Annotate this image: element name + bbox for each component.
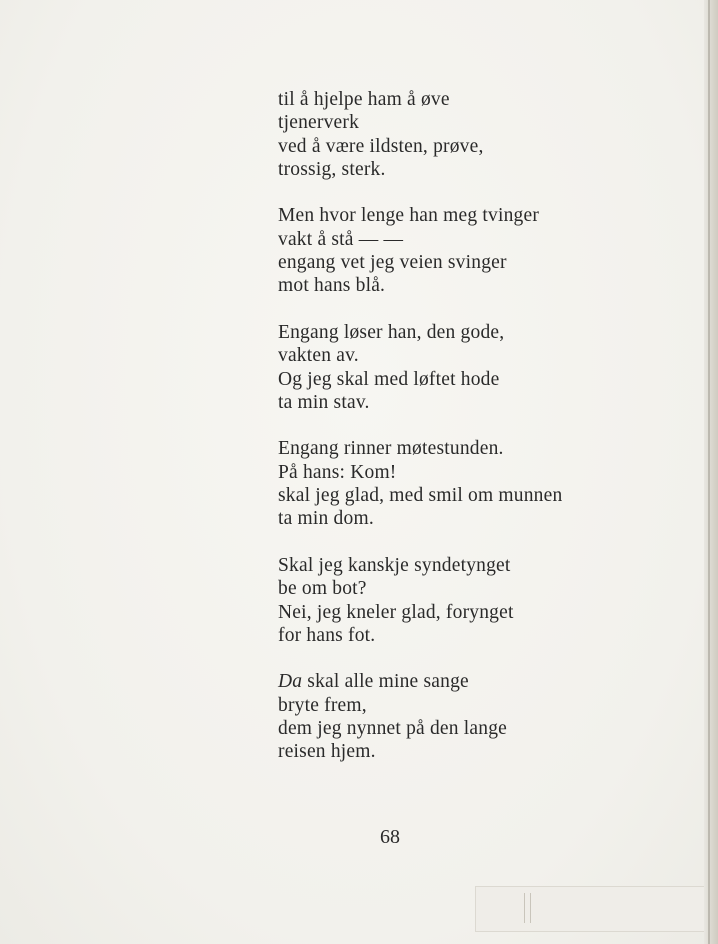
italic-word: Da bbox=[278, 671, 303, 693]
page-number: 68 bbox=[380, 826, 400, 848]
poem-line: Men hvor lenge han meg tvinger bbox=[278, 205, 540, 227]
poem-line: skal jeg glad, med smil om munnen bbox=[278, 485, 563, 507]
poem-line: Engang løser han, den gode, bbox=[278, 321, 505, 343]
page-edge bbox=[704, 0, 718, 944]
poem-line: Skal jeg kanskje syndetynget bbox=[278, 554, 511, 576]
stanza-3 bbox=[278, 321, 678, 414]
poem-line: ta min stav. bbox=[278, 391, 370, 413]
poem-line: be om bot? bbox=[278, 578, 367, 600]
stanza-5 bbox=[278, 554, 678, 647]
poem-line: engang vet jeg veien svinger bbox=[278, 252, 507, 274]
stanza-4 bbox=[278, 437, 678, 530]
poem-line: bryte frem, bbox=[278, 694, 367, 716]
poem-line: Engang rinner møtestunden. bbox=[278, 438, 504, 460]
stanza-2 bbox=[278, 204, 678, 297]
poem-line: mot hans blå. bbox=[278, 275, 386, 297]
corner-tab bbox=[475, 886, 704, 932]
tab-mark bbox=[524, 893, 525, 923]
poem-line: til å hjelpe ham å øve bbox=[278, 89, 450, 110]
poem-line: tjenerverk bbox=[278, 112, 360, 134]
poem-line: ta min dom. bbox=[278, 508, 374, 530]
stanza-6 bbox=[278, 670, 678, 763]
poem-line: vakten av. bbox=[278, 345, 359, 367]
poem-line: Nei, jeg kneler glad, forynget bbox=[278, 601, 514, 623]
tab-mark bbox=[530, 893, 531, 923]
poem-line-first bbox=[278, 670, 678, 693]
poem-line: ved å være ildsten, prøve, bbox=[278, 135, 484, 157]
poem-line-rest: skal alle mine sange bbox=[302, 671, 469, 693]
poem-line: Og jeg skal med løftet hode bbox=[278, 368, 500, 390]
poem-line: dem jeg nynnet på den lange bbox=[278, 718, 508, 740]
poem-line: På hans: Kom! bbox=[278, 461, 397, 483]
stanza-1 bbox=[278, 88, 678, 181]
poem-line: trossig, sterk. bbox=[278, 158, 386, 180]
poem-line: vakt å stå — — bbox=[278, 228, 404, 250]
poem-line: reisen hjem. bbox=[278, 741, 376, 763]
poem bbox=[278, 88, 678, 787]
page-edge-line bbox=[708, 0, 710, 944]
poem-line: for hans fot. bbox=[278, 624, 376, 646]
